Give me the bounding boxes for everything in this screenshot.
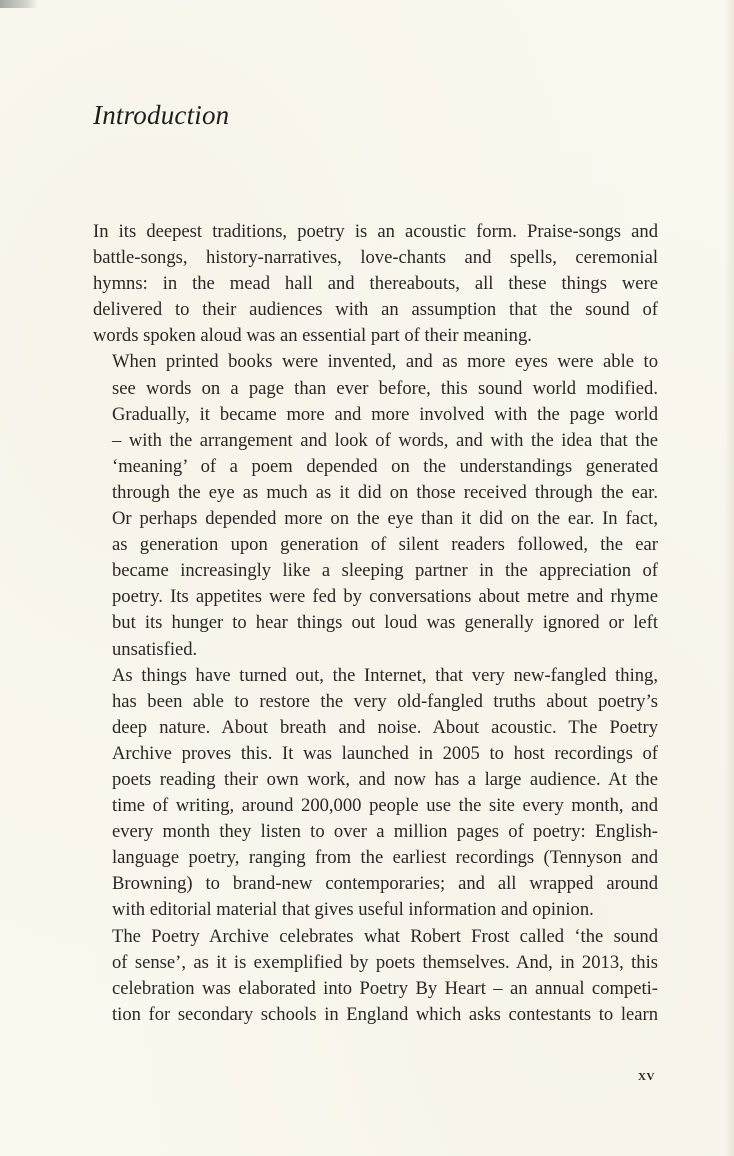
text-line: words spoken aloud was an essential part of their meaning. (93, 325, 532, 347)
text-line: language poetry, ranging from the earliest recordings (Tennyson and (112, 847, 658, 869)
page-edge-shadow (724, 0, 734, 1156)
paragraph-4 (93, 924, 658, 1028)
text-line: tion for secondary schools in England which asks contestants to learn (112, 1003, 658, 1025)
text-line: As things have turned out, the Internet, that very new-fangled thing, (112, 664, 658, 686)
scan-edge-mark (0, 0, 38, 8)
text-line: Browning) to brand-new contemporaries; and all wrapped around (112, 873, 658, 895)
text-line: battle-songs, history-narratives, love-chants and spells, ceremonial (93, 247, 658, 269)
text-line: see words on a page than ever before, this sound world modified. (112, 377, 658, 399)
text-line: unsatisfied. (112, 638, 198, 660)
text-line: of sense’, as it is exemplified by poets themselves. And, in 2013, this (112, 951, 658, 973)
text-line: delivered to their audiences with an assumption that the sound of (93, 299, 658, 321)
text-line: Archive proves this. It was launched in 2005 to host recordings of (112, 742, 658, 764)
text-line: but its hunger to hear things out loud was generally ignored or left (112, 612, 658, 634)
text-line: every month they listen to over a million pages of poetry: English- (112, 821, 658, 843)
text-line: ‘meaning’ of a poem depended on the understandings generated (112, 455, 658, 477)
text-line: – with the arrangement and look of words, and with the idea that the (112, 429, 658, 451)
paragraph-2 (93, 349, 658, 662)
text-line: through the eye as much as it did on those received through the ear. (112, 481, 658, 503)
text-line: When printed books were invented, and as more eyes were able to (112, 351, 658, 373)
text-line: Gradually, it became more and more involved with the page world (112, 403, 658, 425)
text-line: The Poetry Archive celebrates what Robert Frost called ‘the sound (112, 925, 658, 947)
page-number: xv (638, 1068, 655, 1084)
text-line: deep nature. About breath and noise. About acoustic. The Poetry (112, 716, 658, 738)
text-line: with editorial material that gives useful information and opinion. (112, 899, 594, 921)
body-text (93, 219, 658, 1028)
text-line: celebration was elaborated into Poetry By Heart – an annual competi- (112, 977, 658, 999)
text-line: poets reading their own work, and now has a large audience. At the (112, 768, 658, 790)
text-line: time of writing, around 200,000 people use the site every month, and (112, 795, 658, 817)
text-line: In its deepest traditions, poetry is an acoustic form. Praise-songs and (93, 221, 658, 242)
text-line: poetry. Its appetites were fed by conversations about metre and rhyme (112, 586, 658, 608)
text-line: as generation upon generation of silent readers followed, the ear (112, 534, 658, 556)
text-line: Or perhaps depended more on the eye than it did on the ear. In fact, (112, 508, 658, 530)
paragraph-1 (93, 219, 658, 349)
text-line: hymns: in the mead hall and thereabouts, all these things were (93, 273, 658, 295)
text-line: has been able to restore the very old-fangled truths about poetry’s (112, 690, 658, 712)
chapter-title: Introduction (93, 100, 230, 130)
paragraph-3 (93, 663, 658, 924)
text-line: became increasingly like a sleeping partner in the appreciation of (112, 560, 658, 582)
